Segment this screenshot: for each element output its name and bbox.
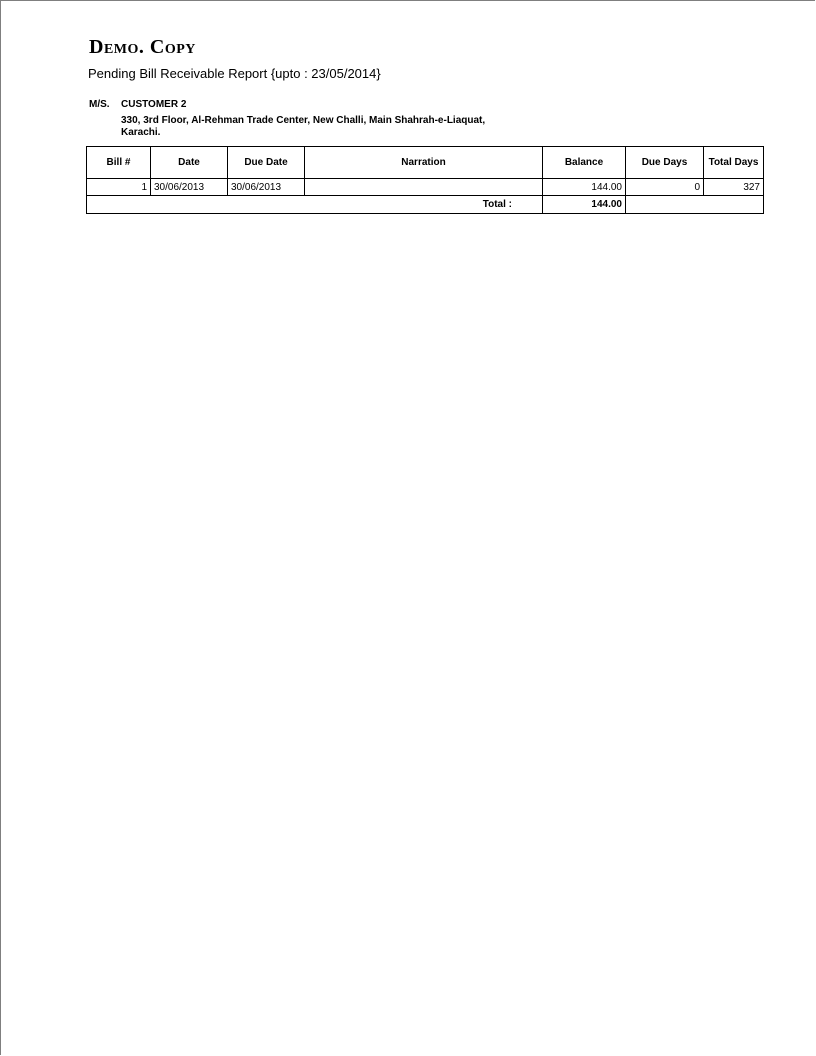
- customer-name: CUSTOMER 2: [121, 99, 187, 110]
- col-header-date: Date: [151, 147, 228, 179]
- pending-bills-table: [86, 146, 764, 214]
- table-header-row: [87, 147, 764, 179]
- company-name: Demo. Copy: [89, 36, 196, 58]
- cell-due-date: 30/06/2013: [228, 179, 305, 196]
- total-empty-cell: [626, 196, 764, 214]
- total-balance: 144.00: [543, 196, 626, 214]
- cell-bill: 1: [87, 179, 151, 196]
- col-header-narration: Narration: [305, 147, 543, 179]
- customer-address: 330, 3rd Floor, Al-Rehman Trade Center, New Challi, Main Shahrah-e-Liaquat, Karachi.: [121, 115, 486, 138]
- cell-narration: [305, 179, 543, 196]
- col-header-total-days: Total Days: [704, 147, 764, 179]
- total-row: [87, 196, 764, 214]
- report-title: Pending Bill Receivable Report {upto : 23/05/2014}: [88, 66, 381, 81]
- col-header-bill: Bill #: [87, 147, 151, 179]
- col-header-due-days: Due Days: [626, 147, 704, 179]
- customer-prefix: M/S.: [89, 99, 110, 110]
- cell-due-days: 0: [626, 179, 704, 196]
- cell-date: 30/06/2013: [151, 179, 228, 196]
- total-label: Total :: [87, 196, 543, 214]
- table-row: [87, 179, 764, 196]
- cell-balance: 144.00: [543, 179, 626, 196]
- col-header-balance: Balance: [543, 147, 626, 179]
- col-header-due-date: Due Date: [228, 147, 305, 179]
- cell-total-days: 327: [704, 179, 764, 196]
